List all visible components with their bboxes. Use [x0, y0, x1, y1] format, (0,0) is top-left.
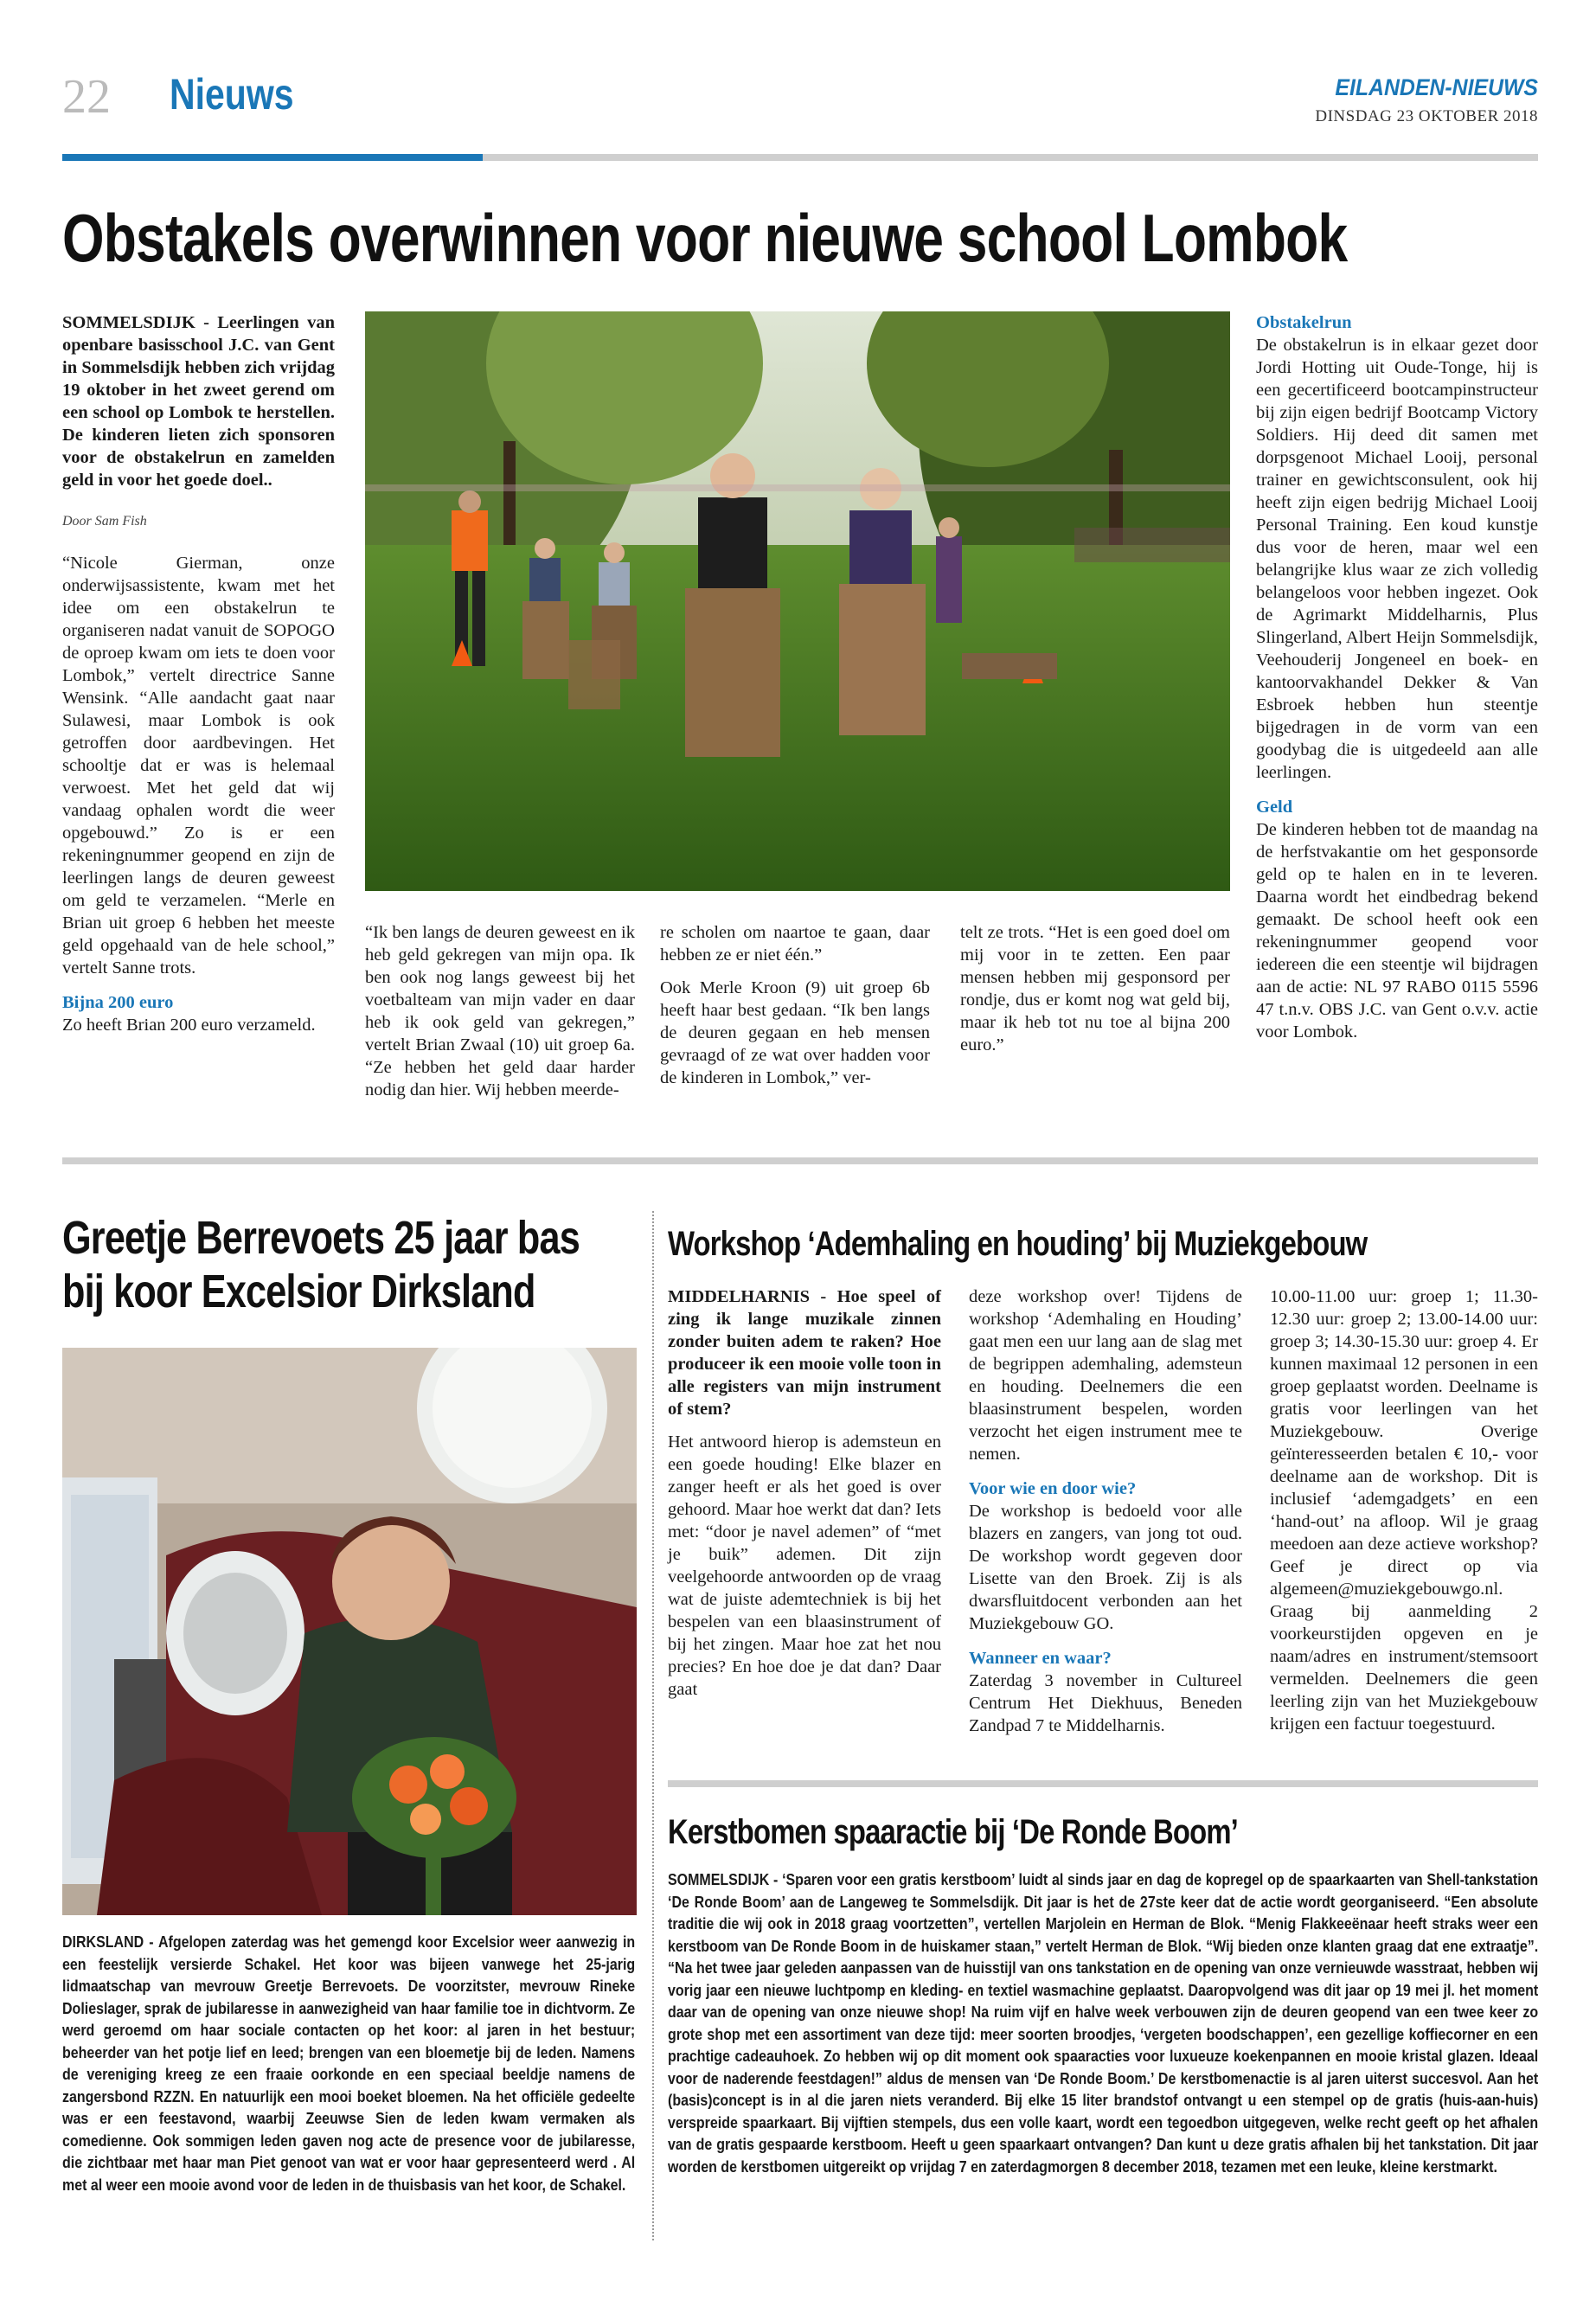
article3-wanneer-text: Zaterdag 3 november in Cultureel Centrum Het Diekhuus, Beneden Zandpad 7 te Middelharnis.: [969, 1671, 1242, 1735]
article3-subhead-voorwie: Voor wie en door wie?: [969, 1479, 1137, 1498]
article1-col2: “Ik ben langs de deuren geweest en ik heb geld gekregen van mijn opa. Ik ben ook nog langs geweest bij het voetbalteam van mijn vader en daar heb ik ook geld van gekregen,” vertelt Brian Zwaal (10) uit groep 6a. “Ze hebben het geld daar harder nodig dan hier. Wij hebben meerde-: [365, 923, 635, 1099]
article1-col3-text1: re scholen om naartoe te gaan, daar hebben ze er niet één.”: [660, 923, 930, 965]
article2-text: DIRKSLAND - Afgelopen zaterdag was het gemengd koor Excelsior weer aanwezig in een feestelijk versierde Schakel. Het koor was bijeen vanwege het 25-jarig lidmaatschap van mevrouw Greetje Berrevoets. De voorzitster, mevrouw Rineke Dolieslager, sprak de jubilaresse in aanwezigheid van haar familie toe in dichtvorm. Ze werd geroemd om haar sociale contacten op het koor: al jaren in het bestuur; beheerder van het potje lief en leed; brengen van een bloemetje bij de leden. Namens de vereniging kreeg ze een fraaie oorkonde en een speciaal beeldje namens de zangersbond RZZN. En natuurlijk een mooi boeket bloemen. Na het officiële gedeelte was er een feestavond, waarbij Zeeuwse Sien de leden kwam vermaken als comedienne. Ook sommigen leden gaven nog acte de presence voor de jubilaresse, die zichtbaar met haar man Piet genoot van wat er voor haar gepresenteerd werd . Al met al weer een mooie avond voor de leden in de thuisbasis van het koor, de Schakel.: [62, 1932, 636, 2194]
column-separator: [652, 1211, 654, 2240]
page-number: 22: [62, 70, 111, 124]
article1-lead: SOMMELSDIJK - Leerlingen van openbare basisschool J.C. van Gent in Sommelsdijk hebben zich vrijdag 19 oktober in het zweet gerend om een school op Lombok te herstellen. De kinderen lieten zich sponsoren voor de obstakelrun en zamelden geld in voor het goede doel..: [62, 313, 335, 490]
article1-col3: [660, 921, 930, 1099]
photo-greetje-berrevoets: [62, 1348, 637, 1915]
article3-col1: [668, 1285, 941, 1711]
article1-col1: [62, 311, 335, 1036]
article4-text: SOMMELSDIJK - ‘Sparen voor een gratis kerstboom’ luidt al sinds jaar en dag de kopregel op de spaarkaarten van Shell-tankstation ‘De Ronde Boom’ aan de Langeweg te Sommelsdijk. Dit jaar is het de 27ste keer dat de actie wordt georganiseerd. “Een absolute traditie die wij ook in 2018 graag voortzetten”, vertellen Marjolein en Herman de Blok. “Menig Flakkeeënaar heeft straks weer een kerstboom van De Ronde Boom in de huiskamer staan,” vertelt Herman de Blok. “Wij bieden onze klanten graag dat ene extraatje”. “Na het twee jaar geleden aanpassen van de huisstijl van ons tankstation en de opening van onze vernieuwde wasstraat, hebben wij vorig jaar een nieuwe luchtpomp en kleding- en textiel wasmachine geplaatst. Daaropvolgend was dit jaar op 19 mei jl. het moment daar van de opening van onze nieuwe shop! Na ruim vijf en halve week verbouwen zijn de deuren geopend van een twee keer zo grote shop met een assortiment van deze tijd: meer soorten broodjes, ‘vergeten boodschappen’, een gezellige koffiecorner en een prachtige cadeauhoek. Zo hebben wij op dit moment ook spaaracties voor luxueuze koekenpannen en mooie kristal glazen. Ideaal voor de naderende feestdagen!” aldus de mensen van ‘De Ronde Boom.’ De kerstbomenactie is al jaren uiterst succesvol. Aan het (basis)concept is in al die jaren niets veranderd. Bij elke 15 liter brandstof ontvangt u een stempel op de gratis (huis-aan-huis) verspreide spaarkaart. Bij vijftien stempels, dus een volle kaart, wordt een tegoedbon uitgegeven, welke recht geeft op het afhalen van de gratis gespaarde kerstboom. Heeft u geen spaarkaart ontvangen? Dan kunt u deze gratis afhalen bij het tankstation. Dit jaar worden de kerstbomen uitgereikt op vrijdag 7 en zaterdagmorgen 8 december 2018, tezamen met een leuke, kleine kerstmarkt.: [668, 1870, 1539, 2176]
article3-col2-text: deze workshop over! Tijdens de workshop ‘Ademhaling en Houding’ gaat men een uur lang aan de slag met de begrippen ademhaling, ademsteun en houding. Deelnemers die een blaasinstrument bespelen, worden verzocht het eigen instrument mee te nemen.: [969, 1287, 1242, 1464]
article3-lead: MIDDELHARNIS - Hoe speel of zing ik lange muzikale zinnen zonder buiten adem te raken? Hoe produceer ik een mooie volle toon in alle registers van mijn instrument of stem?: [668, 1287, 941, 1419]
section-divider: [62, 1157, 1538, 1164]
article1-col1-text: “Nicole Gierman, onze onderwijsassistente, kwam met het idee om een obstakelrun te organiseren nadat vanuit de SOPOGO de oproep kwam om iets te doen voor Lombok,” vertelt directrice Sanne Wensink. “Alle aandacht gaat naar Sulawesi, maar Lombok is ook getroffen door aardbevingen. Het schooltje dat er was is helemaal verwoest. Met het geld dat wij vandaag ophalen wordt die weer opgebouwd.” Zo is er een rekeningnummer geopend en zijn de leerlingen langs de deuren geweest om geld te verzamelen. “Merle en Brian uit groep 6 hebben het meeste geld opgehaald van de hele school,” vertelt Sanne trots.: [62, 554, 335, 977]
article3-col2: [969, 1285, 1242, 1747]
article1-headline: Obstakels overwinnen voor nieuwe school Lombok: [62, 200, 1348, 276]
article1-subhead-bijna: Bijna 200 euro: [62, 993, 174, 1012]
article4-rule: [668, 1780, 1538, 1787]
article2-headline: Greetje Berrevoets 25 jaar bas bij koor Excelsior Dirksland: [62, 1212, 580, 1317]
article1-subhead-obstakelrun: Obstakelrun: [1256, 313, 1352, 332]
article1-col3-text2: Ook Merle Kroon (9) uit groep 6b heeft haar best gedaan. “Ik ben langs de deuren gegaan en heb mensen gevraagd of ze wat over hadden voor de kinderen in Lombok,” ver-: [660, 978, 930, 1087]
issue-date: DINSDAG 23 OKTOBER 2018: [1315, 107, 1538, 125]
article1-col4: telt ze trots. “Het is een goed doel om mij voor in te zetten. Een paar mensen hebben mij gesponsord per rondje, dus er komt nog wat geld bij, maar ik heb tot nu toe al bijna 200 euro.”: [960, 923, 1230, 1054]
article3-headline: Workshop ‘Ademhaling en houding’ bij Muziekgebouw: [668, 1225, 1368, 1263]
article3-col1-text: Het antwoord hierop is ademsteun en een goede houding! Elke blazer en zanger heeft er als het goed is over gehoord. Maar hoe werkt dat dan? Iets met: “door je navel ademen” of “met je buik” ademen. Dit zijn veelgehoorde antwoorden op de vraag wat de juiste ademtechniek is bij het bespelen van een blaasinstrument of bij het zingen. Maar hoe zat het nou precies? En hoe doe je dat dan? Daar gaat: [668, 1433, 941, 1699]
article1-geld-text: De kinderen hebben tot de maandag na de herfstvakantie om het gesponsorde geld op te halen en in te leveren. Daarna wordt het eindbedrag bekend gemaakt. De school heeft ook een rekeningnummer geopend voor iedereen die een steentje wil bijdragen aan de actie: NL 97 RABO 0115 5596 47 t.n.v. OBS J.C. van Gent o.v.v. actie voor Lombok.: [1256, 820, 1538, 1042]
article1-col5: [1256, 311, 1538, 1054]
section-title: Nieuws: [170, 70, 294, 119]
photo-sack-race: [365, 311, 1230, 891]
article1-byline: Door Sam Fish: [62, 514, 147, 529]
article1-col1-end: Zo heeft Brian 200 euro verzameld.: [62, 1016, 316, 1035]
article3-col3: 10.00-11.00 uur: groep 1; 11.30-12.30 uur: groep 2; 13.00-14.00 uur: groep 3; 14.30-15.30 uur: groep 4. Er kunnen maximaal 12 personen in een groep geplaatst worden. Deelname is gratis voor leerlingen van het Muziekgebouw. Overige geïnteresseerden betalen € 10,- voor deelname aan de workshop. Dit is inclusief ‘ademgadgets’ en een ‘hand-out’ na afloop. Wil je graag meedoen aan deze actieve workshop? Geef je direct op via algemeen@muziekgebouwgo.nl. Graag bij aanmelding 2 voorkeurstijden opgeven en je naam/adres en instrument/stemsoort vermelden. Deelnemers die geen leerling zijn van het Muziekgebouw krijgen een factuur toegestuurd.: [1270, 1287, 1538, 1734]
article3-voorwie-text: De workshop is bedoeld voor alle blazers en zangers, van jong tot oud. De workshop wordt gegeven door Lisette van den Broek. Zij is als dwarsfluitdocent verbonden aan het Muziekgebouw GO.: [969, 1502, 1242, 1633]
article4-headline: Kerstbomen spaaractie bij ‘De Ronde Boom’: [668, 1813, 1238, 1851]
article1-obstakelrun-text: De obstakelrun is in elkaar gezet door Jordi Hotting uit Oude-Tonge, hij is een gecertificeerd bootcampinstructeur bij zijn eigen bedrijf Bootcamp Victory Soldiers. Hij deed dit samen met dorpsgenoot Michael Looij, personal trainer en gewichtsconsulent, ook hij heeft zijn eigen bedrijg Michael Looij Personal Training. Een koud kunstje dus voor de heren, maar wel een belangrijke klus waar ze zich volledig belangeloos voor hebben ingezet. Ook de Agrimarkt Middelharnis, Plus Slingerland, Albert Heijn Sommelsdijk, Veehouderij Jongeneel en boek- en kantoorvakhandel Dekker & Van Esbroek hebben hun steentje bijgedragen in de vorm van een goodybag die is uitgedeeld aan alle leerlingen.: [1256, 336, 1538, 782]
article3-subhead-wanneer: Wanneer en waar?: [969, 1649, 1112, 1668]
header-accent-rule: [62, 154, 483, 161]
article1-subhead-geld: Geld: [1256, 798, 1293, 817]
paper-name: EILANDEN-NIEUWS: [1335, 74, 1538, 100]
